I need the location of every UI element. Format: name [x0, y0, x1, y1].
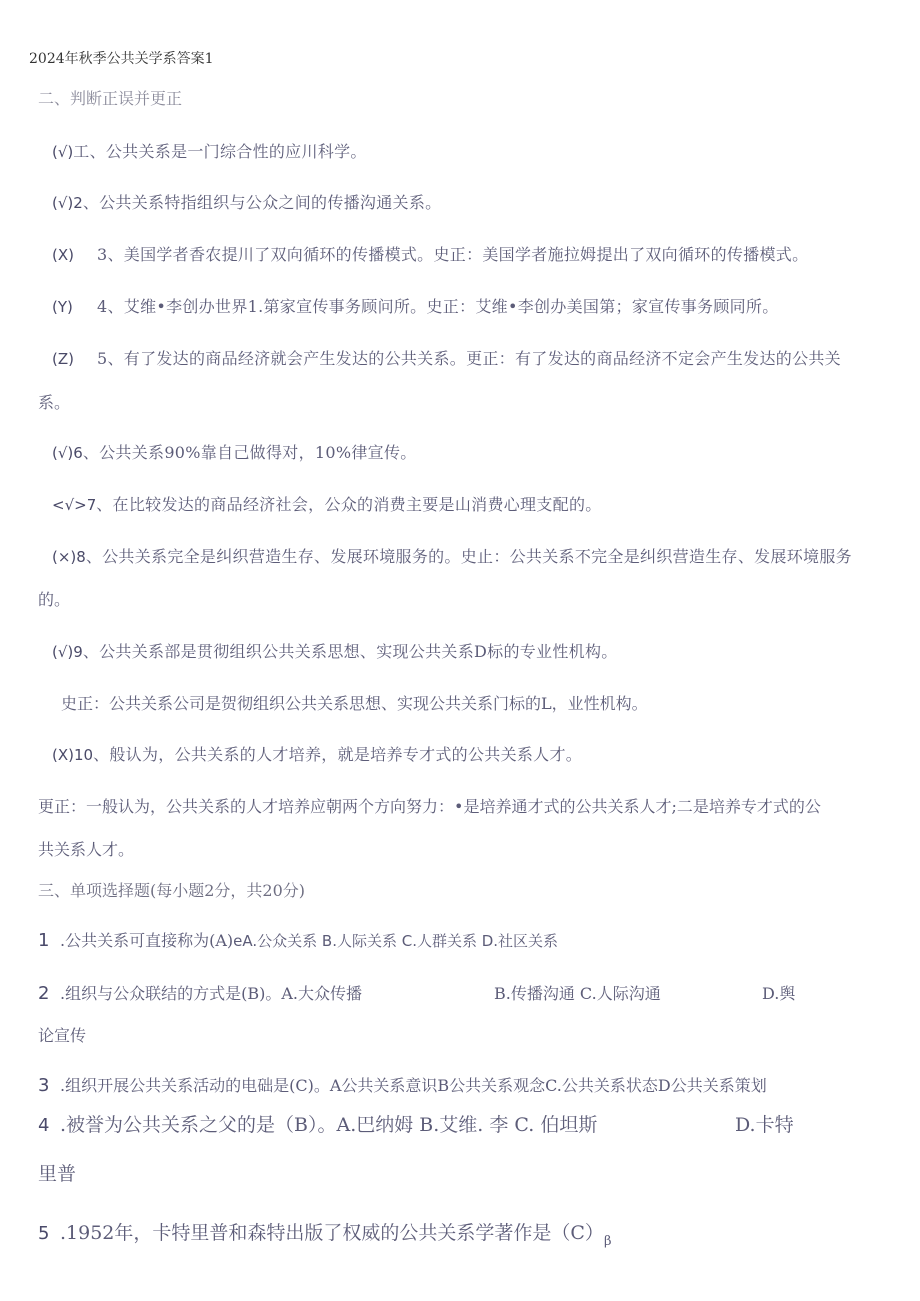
judgment-item-9-correction: 史正：公共关系公司是贺彻组织公共关系思想、实现公共关系门标的L，业性机构。	[61, 694, 648, 713]
question-text: .公共关系可直接称为(A)	[60, 931, 234, 950]
judgment-mark: <√>7	[52, 496, 97, 514]
judgment-text: 3、美国学者香农提川了双向循环的传播模式。史正：美国学者施拉姆提出了双向循环的传播模式。	[97, 245, 809, 264]
judgment-text: 工、公共关系是一门综合性的应川科学。	[73, 142, 367, 161]
judgment-text: 、公共关系完全是纠织营造生存、发展环境服务的。史止：公共关系不完全是纠织营造生存、发展环境服务	[85, 547, 852, 566]
question-text: .1952年，卡特里普和森特出版了权威的公共关系学著作是（C）	[60, 1222, 604, 1244]
judgment-mark: (X)	[52, 246, 74, 264]
judgment-text: 、公共关系部是贯彻组织公共关系思想、实现公共关系D标的专业性机构。	[82, 642, 618, 661]
question-number: 3	[38, 1075, 50, 1096]
question-number: 4	[38, 1115, 50, 1136]
section-3-heading: 三、单项选择题(每小题2分，共20分)	[38, 881, 306, 900]
question-options: eA.公众关系 B.人际关系 C.人群关系 D.社区关系	[233, 932, 559, 950]
question-2	[38, 984, 362, 1004]
judgment-text: 、公共关系特指组织与公众之间的传播沟通关系。	[82, 193, 442, 212]
judgment-mark: (X)10	[52, 746, 94, 764]
question-2-option-b-c: B.传播沟通 C.人际沟通	[494, 984, 661, 1003]
question-2-option-d: D.舆	[762, 984, 796, 1003]
section-2-heading: 二、判断正误并更正	[38, 89, 183, 108]
judgment-mark: (√)6	[52, 444, 83, 462]
judgment-item-9	[52, 642, 618, 662]
judgment-item-10-correction: 更正：一般认为，公共关系的人才培养应朝两个方向努力：•是培养通才式的公共关系人才;二是培养专才式的公	[38, 797, 821, 816]
judgment-item-8-continued: 的。	[38, 590, 71, 609]
question-text: .被誉为公共关系之父的是（B）。A.巴纳姆 B.艾维. 李 C. 伯坦斯	[60, 1114, 598, 1136]
question-number: 2	[38, 983, 50, 1004]
judgment-item-6	[52, 443, 417, 463]
question-text: .组织与公众联结的方式是(B)。A.大众传播	[60, 984, 362, 1003]
judgment-mark: (Z)	[52, 350, 74, 368]
judgment-mark: (√)	[52, 143, 74, 161]
question-text: .组织开展公共关系活动的电础是(C)。A公共关系意识B公共关系观念C.公共关系状态D公共关系策划	[60, 1076, 767, 1095]
judgment-text: 、公共关系90%靠自己做得对，10%律宣传。	[82, 443, 417, 462]
judgment-text: 、般认为，公共关系的人才培养，就是培养专才式的公共关系人才。	[93, 745, 583, 764]
question-number: 1	[38, 930, 50, 951]
judgment-item-1	[52, 142, 367, 162]
question-number: 5	[38, 1223, 50, 1244]
judgment-item-3	[52, 245, 808, 265]
question-4-option-d: D.卡特	[735, 1114, 794, 1136]
judgment-item-10-correction-continued: 共关系人才。	[38, 840, 135, 859]
judgment-mark: (×)8	[52, 548, 86, 566]
question-1	[38, 931, 558, 951]
question-4-continued: 里普	[38, 1163, 77, 1185]
judgment-text: 、在比较发达的商品经济社会，公众的消费主要是山消费心理支配的。	[96, 495, 602, 514]
judgment-text: 5、有了发达的商品经济就会产生发达的公共关系。更正：有了发达的商品经济不定会产生发达的公共关	[97, 349, 841, 368]
judgment-item-2	[52, 193, 441, 213]
question-trailing-mark: β	[603, 1234, 612, 1249]
judgment-mark: (Y)	[52, 298, 73, 316]
question-3	[38, 1076, 767, 1096]
judgment-mark: (√)9	[52, 643, 83, 661]
judgment-text: 4、艾维•李创办世界1.第家宣传事务顾问所。史正：艾维•李创办美国第；家宣传事务顾同所。	[97, 297, 779, 316]
judgment-item-5	[52, 349, 841, 369]
judgment-mark: (√)2	[52, 194, 83, 212]
judgment-item-4	[52, 297, 779, 317]
question-4	[38, 1113, 597, 1138]
judgment-item-7	[52, 495, 602, 515]
document-title: 2024年秋季公共关学系答案1	[29, 51, 214, 67]
question-2-continued: 论宣传	[38, 1026, 87, 1045]
question-5	[38, 1221, 611, 1254]
judgment-item-8	[52, 547, 852, 567]
judgment-item-5-continued: 系。	[38, 393, 71, 412]
judgment-item-10	[52, 745, 582, 765]
